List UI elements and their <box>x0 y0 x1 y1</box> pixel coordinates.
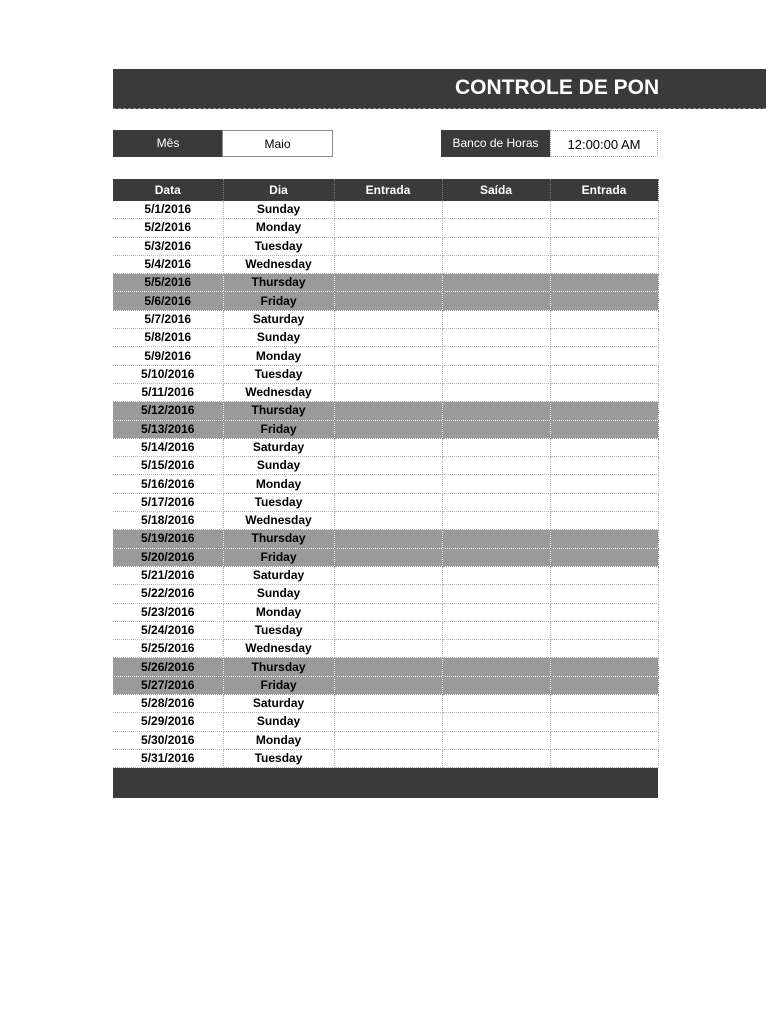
day-cell[interactable]: Tuesday <box>223 749 334 767</box>
entrada-2-cell[interactable] <box>550 695 658 713</box>
date-cell[interactable]: 5/12/2016 <box>113 402 223 420</box>
saida-cell[interactable] <box>442 402 550 420</box>
table-row <box>113 237 658 255</box>
table-row <box>113 310 658 328</box>
date-cell[interactable]: 5/8/2016 <box>113 329 223 347</box>
saida-cell[interactable] <box>442 695 550 713</box>
date-cell[interactable]: 5/11/2016 <box>113 383 223 401</box>
saida-cell[interactable] <box>442 475 550 493</box>
entrada-2-cell[interactable] <box>550 621 658 639</box>
entrada-2-cell[interactable] <box>550 219 658 237</box>
saida-cell[interactable] <box>442 420 550 438</box>
entrada-2-cell[interactable] <box>550 713 658 731</box>
entrada-cell[interactable] <box>334 713 442 731</box>
entrada-2-cell[interactable] <box>550 530 658 548</box>
date-cell[interactable]: 5/4/2016 <box>113 255 223 273</box>
saida-cell[interactable] <box>442 585 550 603</box>
entrada-2-cell[interactable] <box>550 475 658 493</box>
entrada-cell[interactable] <box>334 438 442 456</box>
table-row <box>113 383 658 401</box>
column-header-entrada-2: Entrada <box>550 179 658 201</box>
saida-cell[interactable] <box>442 310 550 328</box>
date-cell[interactable]: 5/28/2016 <box>113 695 223 713</box>
entrada-cell[interactable] <box>334 530 442 548</box>
entrada-2-cell[interactable] <box>550 493 658 511</box>
saida-cell[interactable] <box>442 621 550 639</box>
day-cell[interactable]: Thursday <box>223 274 334 292</box>
day-cell[interactable]: Sunday <box>223 585 334 603</box>
entrada-cell[interactable] <box>334 548 442 566</box>
entrada-2-cell[interactable] <box>550 438 658 456</box>
entrada-2-cell[interactable] <box>550 420 658 438</box>
date-cell[interactable]: 5/29/2016 <box>113 713 223 731</box>
day-cell[interactable]: Wednesday <box>223 383 334 401</box>
entrada-cell[interactable] <box>334 676 442 694</box>
day-cell[interactable]: Thursday <box>223 530 334 548</box>
table-row <box>113 274 658 292</box>
entrada-cell[interactable] <box>334 329 442 347</box>
date-cell[interactable]: 5/16/2016 <box>113 475 223 493</box>
table-row <box>113 548 658 566</box>
day-cell[interactable]: Monday <box>223 475 334 493</box>
table-row <box>113 731 658 749</box>
entrada-cell[interactable] <box>334 310 442 328</box>
entrada-2-cell[interactable] <box>550 457 658 475</box>
table-row <box>113 493 658 511</box>
table-row <box>113 420 658 438</box>
column-header-dia: Dia <box>223 179 334 201</box>
date-cell[interactable]: 5/20/2016 <box>113 548 223 566</box>
entrada-cell[interactable] <box>334 603 442 621</box>
day-cell[interactable]: Saturday <box>223 438 334 456</box>
saida-cell[interactable] <box>442 731 550 749</box>
date-cell[interactable]: 5/31/2016 <box>113 749 223 767</box>
table-row <box>113 329 658 347</box>
column-header-data: Data <box>113 179 223 201</box>
entrada-2-cell[interactable] <box>550 383 658 401</box>
table-row <box>113 713 658 731</box>
day-cell[interactable]: Sunday <box>223 329 334 347</box>
entrada-cell[interactable] <box>334 383 442 401</box>
date-cell[interactable]: 5/19/2016 <box>113 530 223 548</box>
day-cell[interactable]: Sunday <box>223 457 334 475</box>
entrada-2-cell[interactable] <box>550 731 658 749</box>
table-row <box>113 255 658 273</box>
date-cell[interactable]: 5/3/2016 <box>113 237 223 255</box>
date-cell[interactable]: 5/27/2016 <box>113 676 223 694</box>
hour-bank-value-cell[interactable]: 12:00:00 AM <box>550 130 658 157</box>
table-row <box>113 566 658 584</box>
saida-cell[interactable] <box>442 237 550 255</box>
saida-cell[interactable] <box>442 603 550 621</box>
entrada-2-cell[interactable] <box>550 255 658 273</box>
saida-cell[interactable] <box>442 274 550 292</box>
table-row <box>113 402 658 420</box>
footer-bar <box>113 768 658 798</box>
entrada-cell[interactable] <box>334 365 442 383</box>
date-cell[interactable]: 5/10/2016 <box>113 365 223 383</box>
day-cell[interactable]: Thursday <box>223 658 334 676</box>
entrada-cell[interactable] <box>334 255 442 273</box>
date-cell[interactable]: 5/18/2016 <box>113 512 223 530</box>
table-row <box>113 512 658 530</box>
date-cell[interactable]: 5/1/2016 <box>113 201 223 219</box>
day-cell[interactable]: Saturday <box>223 695 334 713</box>
saida-cell[interactable] <box>442 292 550 310</box>
entrada-2-cell[interactable] <box>550 310 658 328</box>
saida-cell[interactable] <box>442 548 550 566</box>
day-cell[interactable]: Thursday <box>223 402 334 420</box>
table-row <box>113 640 658 658</box>
table-row <box>113 347 658 365</box>
day-cell[interactable]: Wednesday <box>223 640 334 658</box>
saida-cell[interactable] <box>442 713 550 731</box>
title-bar <box>113 69 766 109</box>
saida-cell[interactable] <box>442 530 550 548</box>
entrada-cell[interactable] <box>334 402 442 420</box>
date-cell[interactable]: 5/30/2016 <box>113 731 223 749</box>
page-title: CONTROLE DE PON <box>455 76 660 99</box>
entrada-cell[interactable] <box>334 658 442 676</box>
entrada-2-cell[interactable] <box>550 585 658 603</box>
entrada-2-cell[interactable] <box>550 201 658 219</box>
table-row <box>113 475 658 493</box>
entrada-2-cell[interactable] <box>550 603 658 621</box>
date-cell[interactable]: 5/2/2016 <box>113 219 223 237</box>
saida-cell[interactable] <box>442 640 550 658</box>
day-cell[interactable]: Tuesday <box>223 621 334 639</box>
saida-cell[interactable] <box>442 566 550 584</box>
entrada-2-cell[interactable] <box>550 566 658 584</box>
date-cell[interactable]: 5/7/2016 <box>113 310 223 328</box>
entrada-cell[interactable] <box>334 695 442 713</box>
saida-cell[interactable] <box>442 493 550 511</box>
date-cell[interactable]: 5/17/2016 <box>113 493 223 511</box>
date-cell[interactable]: 5/5/2016 <box>113 274 223 292</box>
day-cell[interactable]: Friday <box>223 676 334 694</box>
table-row <box>113 438 658 456</box>
date-cell[interactable]: 5/13/2016 <box>113 420 223 438</box>
day-cell[interactable]: Tuesday <box>223 237 334 255</box>
entrada-2-cell[interactable] <box>550 749 658 767</box>
saida-cell[interactable] <box>442 457 550 475</box>
entrada-cell[interactable] <box>334 457 442 475</box>
saida-cell[interactable] <box>442 365 550 383</box>
entrada-cell[interactable] <box>334 237 442 255</box>
table-row <box>113 603 658 621</box>
date-cell[interactable]: 5/21/2016 <box>113 566 223 584</box>
table-row <box>113 530 658 548</box>
saida-cell[interactable] <box>442 438 550 456</box>
entrada-2-cell[interactable] <box>550 292 658 310</box>
entrada-cell[interactable] <box>334 566 442 584</box>
entrada-2-cell[interactable] <box>550 548 658 566</box>
entrada-2-cell[interactable] <box>550 640 658 658</box>
timesheet-table <box>113 179 659 768</box>
entrada-cell[interactable] <box>334 749 442 767</box>
entrada-2-cell[interactable] <box>550 274 658 292</box>
hour-bank-label: Banco de Horas <box>441 130 550 157</box>
table-row <box>113 219 658 237</box>
day-cell[interactable]: Sunday <box>223 201 334 219</box>
entrada-cell[interactable] <box>334 640 442 658</box>
saida-cell[interactable] <box>442 512 550 530</box>
entrada-cell[interactable] <box>334 475 442 493</box>
table-row <box>113 695 658 713</box>
saida-cell[interactable] <box>442 219 550 237</box>
entrada-2-cell[interactable] <box>550 676 658 694</box>
day-cell[interactable]: Wednesday <box>223 255 334 273</box>
table-row <box>113 365 658 383</box>
table-row <box>113 292 658 310</box>
saida-cell[interactable] <box>442 676 550 694</box>
day-cell[interactable]: Saturday <box>223 566 334 584</box>
date-cell[interactable]: 5/6/2016 <box>113 292 223 310</box>
day-cell[interactable]: Tuesday <box>223 365 334 383</box>
date-cell[interactable]: 5/25/2016 <box>113 640 223 658</box>
date-cell[interactable]: 5/26/2016 <box>113 658 223 676</box>
day-cell[interactable]: Friday <box>223 548 334 566</box>
entrada-cell[interactable] <box>334 274 442 292</box>
saida-cell[interactable] <box>442 255 550 273</box>
entrada-cell[interactable] <box>334 201 442 219</box>
day-cell[interactable]: Friday <box>223 292 334 310</box>
day-cell[interactable]: Tuesday <box>223 493 334 511</box>
table-row <box>113 457 658 475</box>
day-cell[interactable]: Friday <box>223 420 334 438</box>
table-row <box>113 621 658 639</box>
entrada-cell[interactable] <box>334 493 442 511</box>
entrada-2-cell[interactable] <box>550 329 658 347</box>
date-cell[interactable]: 5/15/2016 <box>113 457 223 475</box>
entrada-2-cell[interactable] <box>550 512 658 530</box>
date-cell[interactable]: 5/23/2016 <box>113 603 223 621</box>
day-cell[interactable]: Saturday <box>223 310 334 328</box>
month-value-cell[interactable]: Maio <box>222 130 333 157</box>
saida-cell[interactable] <box>442 329 550 347</box>
month-label: Mês <box>113 130 223 157</box>
entrada-cell[interactable] <box>334 292 442 310</box>
saida-cell[interactable] <box>442 201 550 219</box>
column-header-entrada: Entrada <box>334 179 442 201</box>
entrada-cell[interactable] <box>334 420 442 438</box>
entrada-2-cell[interactable] <box>550 658 658 676</box>
entrada-cell[interactable] <box>334 347 442 365</box>
entrada-cell[interactable] <box>334 731 442 749</box>
day-cell[interactable]: Wednesday <box>223 512 334 530</box>
entrada-cell[interactable] <box>334 621 442 639</box>
entrada-cell[interactable] <box>334 585 442 603</box>
entrada-cell[interactable] <box>334 512 442 530</box>
date-cell[interactable]: 5/24/2016 <box>113 621 223 639</box>
entrada-2-cell[interactable] <box>550 365 658 383</box>
saida-cell[interactable] <box>442 749 550 767</box>
table-row <box>113 749 658 767</box>
entrada-2-cell[interactable] <box>550 347 658 365</box>
day-cell[interactable]: Monday <box>223 347 334 365</box>
table-row <box>113 658 658 676</box>
day-cell[interactable]: Sunday <box>223 713 334 731</box>
date-cell[interactable]: 5/9/2016 <box>113 347 223 365</box>
column-header-saida: Saída <box>442 179 550 201</box>
table-row <box>113 676 658 694</box>
day-cell[interactable]: Monday <box>223 219 334 237</box>
day-cell[interactable]: Monday <box>223 731 334 749</box>
entrada-2-cell[interactable] <box>550 237 658 255</box>
table-header-row <box>113 179 658 201</box>
date-cell[interactable]: 5/14/2016 <box>113 438 223 456</box>
entrada-cell[interactable] <box>334 219 442 237</box>
saida-cell[interactable] <box>442 383 550 401</box>
saida-cell[interactable] <box>442 658 550 676</box>
table-row <box>113 201 658 219</box>
day-cell[interactable]: Monday <box>223 603 334 621</box>
table-row <box>113 585 658 603</box>
entrada-2-cell[interactable] <box>550 402 658 420</box>
date-cell[interactable]: 5/22/2016 <box>113 585 223 603</box>
table-body <box>113 201 658 768</box>
saida-cell[interactable] <box>442 347 550 365</box>
